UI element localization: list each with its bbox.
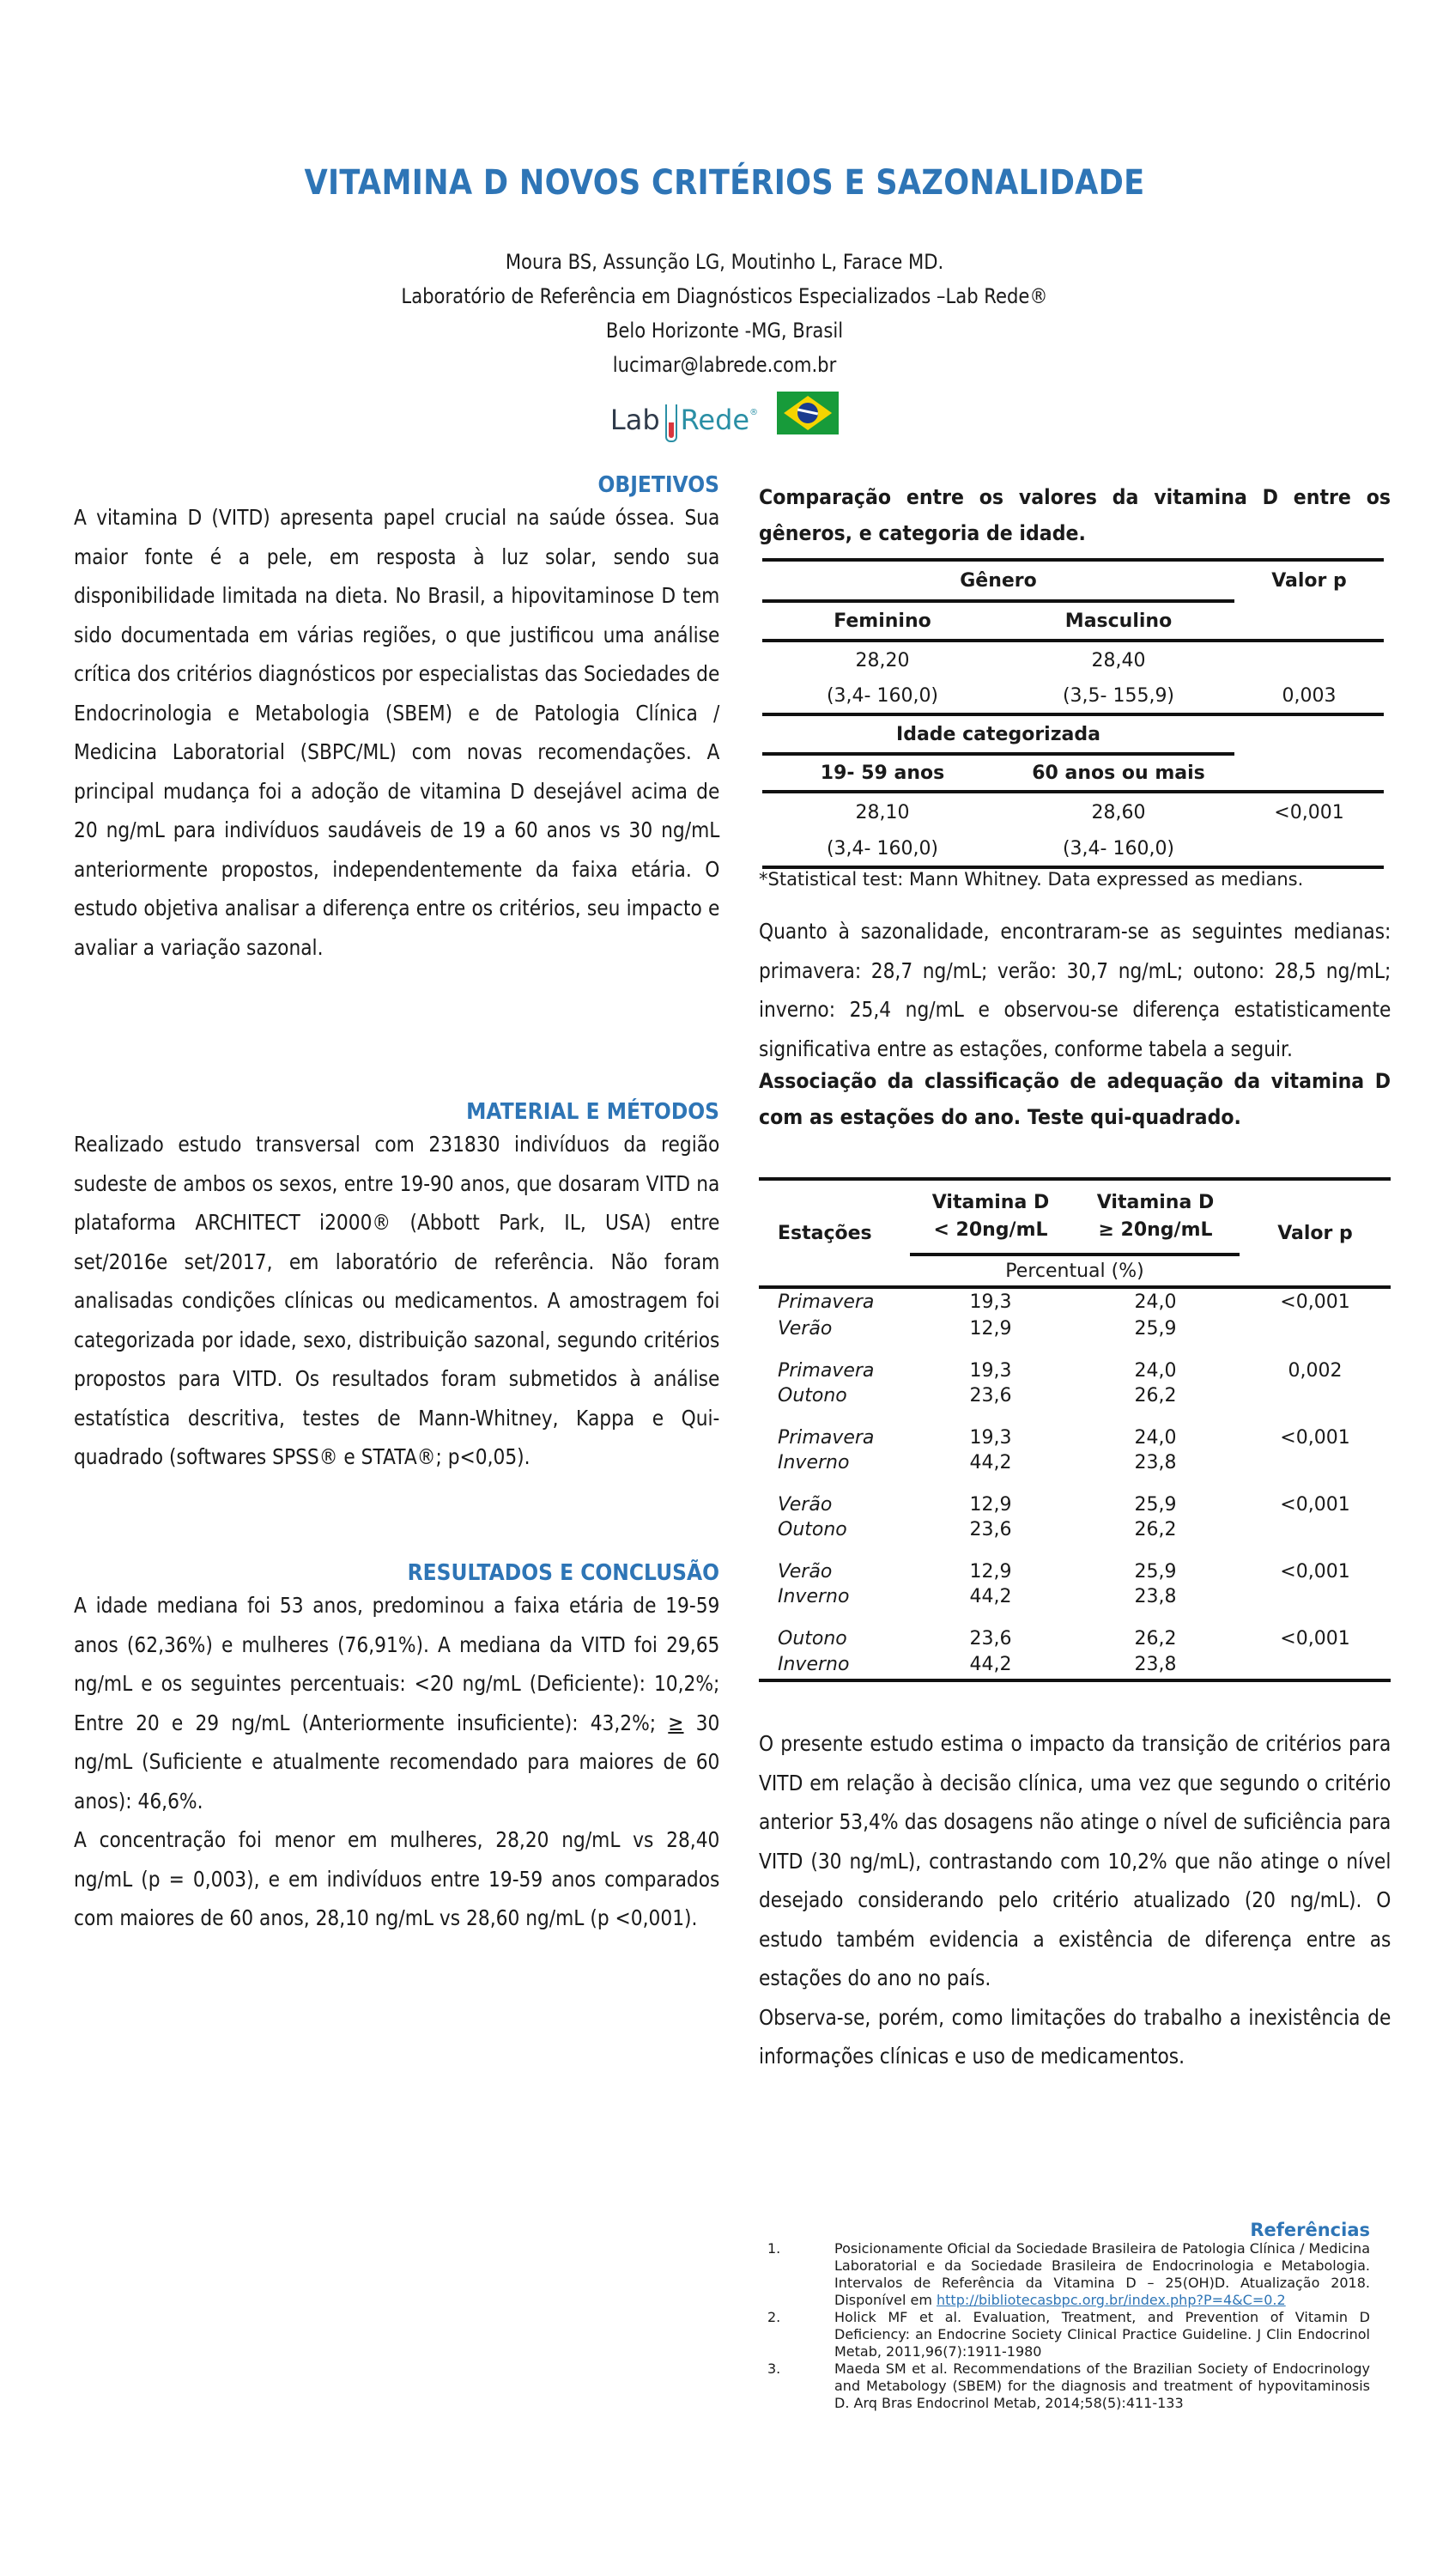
labrede-logo: [610, 391, 758, 435]
objetivos-heading: OBJETIVOS: [597, 472, 719, 498]
material-heading: MATERIAL E MÉTODOS: [466, 1099, 719, 1125]
cell-p: <0,001: [1280, 1427, 1350, 1449]
season-rows: Primavera 19,3 24,0 <0,001 Verão 12,9 25,9 Primavera 19,3 24,0 0,002 Outono 23,6 26,2 Primavera 19,3 24,0 <0,001 Inverno 44,2 23,8 Verão 12,9 25,9 <0,001 Outono 23,6 26,2 Verão 12,9 25,9 <0,001 Inverno 44,2 23,8 Outono 23,6 26,2 <0,001 Inverno 44,2 23,8: [759, 1287, 1391, 1680]
section-conclusao: [759, 1724, 1391, 2076]
table1-caption: Comparação entre os valores da vitamina D entre os gêneros, e categoria de idade.: [759, 485, 1391, 545]
conclusao-text-2: Observa-se, porém, como limitações do trabalho a inexistência de informações clínicas e uso de medicamentos.: [759, 2004, 1391, 2069]
th-estacoes: Estações: [778, 1222, 872, 1244]
cell: 28,60: [1091, 801, 1146, 823]
table2-caption: Associação da classificação de adequação da vitamina D com as estações do ano. Teste qui-quadrado.: [759, 1069, 1391, 1129]
section-objetivos: [74, 472, 719, 967]
logo-rede-text: Rede: [680, 404, 750, 436]
th-valor-p: Valor p: [1271, 570, 1347, 592]
material-text: Realizado estudo transversal com 231830 indivíduos da região sudeste de ambos os sexos, entre 19-90 anos, que dosaram VITD na plataforma ARCHITECT i2000® (Abbott Park, IL, USA) entre set/2016e set/2017, em laboratório de referência. Não foram analisadas condições clínicas ou medicamentos. A amostragem foi categorizada por idade, sexo, distribuição sazonal, segundo critérios propostos para VITD. Os resultados foram submetidos à análise estatística descritiva, testes de Mann-Whitney, Kappa e Qui-quadrado (softwares SPSS® e STATA®; p<0,05).: [74, 1132, 720, 1469]
references: [759, 2220, 1370, 2412]
section-sazonalidade: [759, 912, 1391, 1135]
section-material: [74, 1099, 719, 1477]
cell: 28,40: [1091, 649, 1146, 671]
ge-symbol: ≥: [668, 1710, 684, 1735]
cell-p: 0,003: [1282, 684, 1337, 707]
th-19-59: 19- 59 anos: [820, 762, 945, 784]
sazonalidade-text: Quanto à sazonalidade, encontraram-se as seguintes medianas: primavera: 28,7 ng/mL; verão: 30,7 ng/mL; outono: 28,5 ng/mL; inverno: 25,4 ng/mL e observou-se diferença estatisticamente significativa entre as estações, conforme tabela a seguir.: [759, 919, 1391, 1061]
th-valor-p: Valor p: [1277, 1222, 1353, 1244]
th-vitd-high: Vitamina D ≥ 20ng/mL: [1071, 1179, 1240, 1255]
th-60-mais: 60 anos ou mais: [1032, 762, 1205, 784]
logo-lab-text: Lab: [609, 404, 660, 436]
conclusao-text-1: O presente estudo estima o impacto da transição de critérios para VITD em relação à decisão clínica, uma vez que segundo o critério anterior 53,4% das dosagens não atinge o nível de suficiência para VITD (30 ng/mL), contrastando com 10,2% que não atinge o nível desejado considerando pelo critério atualizado (20 ng/mL). O estudo também evidencia a existência de diferença entre as estações do ano no país.: [759, 1731, 1391, 1990]
reference-link[interactable]: http://bibliotecasbpc.org.br/index.php?P=4&C=0.2: [937, 2292, 1286, 2308]
th-feminino: Feminino: [834, 610, 931, 632]
th-vitd-low: Vitamina D < 20ng/mL: [910, 1179, 1071, 1255]
cell-p: <0,001: [1280, 1628, 1350, 1649]
author-block: [0, 245, 1449, 382]
cell-p: <0,001: [1280, 1291, 1350, 1313]
cell-p: 0,002: [1288, 1360, 1343, 1382]
references-heading: Referências: [1250, 2220, 1370, 2240]
table1-footnote: *Statistical test: Mann Whitney. Data expressed as medians.: [759, 869, 1304, 890]
cell: 28,20: [855, 649, 910, 671]
section-resultados: [74, 1560, 719, 1938]
reference-item: 3. Maeda SM et al. Recommendations of the Brazilian Society of Endocrinology and Metabology (SBEM) for the diagnosis and treatment of hypovitaminosis D. Arq Bras Endocrinol Metab, 2014;58(5):411-133: [767, 2360, 1370, 2411]
th-genero: Gênero: [762, 560, 1234, 601]
objetivos-text: A vitamina D (VITD) apresenta papel crucial na saúde óssea. Sua maior fonte é a pele, em resposta à luz solar, sendo sua disponibilidade limitada na dieta. No Brasil, a hipovitaminose D tem sido documentada em várias regiões, o que justificou uma análise crítica dos critérios diagnósticos por especialistas das Sociedades de Endocrinologia e Metabologia (SBEM) e de Patologia Clínica / Medicina Laboratorial (SBPC/ML) com novas recomendações. A principal mudança foi a adoção de vitamina D desejável acima de 20 ng/mL para indivíduos saudáveis de 19 a 60 anos vs 30 ng/mL anteriormente propostos, independentemente da faixa etária. O estudo objetiva analisar a diferença entre os critérios, seu impacto e avaliar a variação sazonal.: [74, 505, 720, 960]
th-masculino: Masculino: [1064, 610, 1173, 632]
affiliation: Laboratório de Referência em Diagnósticos Especializados –Lab Rede®: [401, 284, 1048, 308]
th-percentual: Percentual (%): [1005, 1260, 1144, 1282]
poster-title: VITAMINA D NOVOS CRITÉRIOS E SAZONALIDADE: [304, 163, 1145, 203]
th-idade: Idade categorizada: [762, 714, 1234, 754]
location: Belo Horizonte -MG, Brasil: [605, 319, 844, 343]
cell-p: <0,001: [1274, 801, 1344, 823]
cell: (3,4- 160,0): [826, 837, 939, 860]
resultados-text-1: A idade mediana foi 53 anos, predominou a faixa etária de 19-59 anos (62,36%) e mulheres (76,91%). A mediana da VITD foi 29,65 ng/mL e os seguintes percentuais: <20 ng/mL (Deficiente): 10,2%; Entre 20 e 29 ng/mL (Anteriormente insuficiente): 43,2%; ≥ 30 ng/mL (Suficiente e atualmente recomendado para maiores de 60 anos): 46,6%.: [74, 1593, 720, 1814]
table-gender-age: [762, 558, 1384, 869]
reference-item: 2. Holick MF et al. Evaluation, Treatment, and Prevention of Vitamin D Deficiency: an Endocrine Society Clinical Practice Guideline. J Clin Endocrinol Metab, 2011,96(7):1911-1980: [767, 2309, 1370, 2360]
cell: (3,4- 160,0): [826, 684, 939, 707]
cell-p: <0,001: [1280, 1494, 1350, 1516]
email-link[interactable]: lucimar@labrede.com.br: [612, 353, 837, 377]
cell: 28,10: [855, 801, 910, 823]
reference-item: 1. Posicionamente Oficial da Sociedade Brasileira de Patologia Clínica / Medicina Laboratorial e da Sociedade Brasileira de Endocrinologia e Metabologia. Intervalos de Referência da Vitamina D – 25(OH)D. Atualização 2018. Disponível em http://bibliotecasbpc.org.br/index.php?P=4&C=0.2: [767, 2240, 1370, 2308]
resultados-heading: RESULTADOS E CONCLUSÃO: [407, 1560, 719, 1586]
cell: (3,5- 155,9): [1062, 684, 1175, 707]
authors: Moura BS, Assunção LG, Moutinho L, Farace MD.: [505, 250, 944, 274]
cell-p: <0,001: [1280, 1561, 1350, 1583]
test-tube-icon: [665, 404, 677, 442]
cell: (3,4- 160,0): [1062, 837, 1175, 860]
table1-caption-block: [759, 479, 1391, 551]
brazil-flag-icon: [777, 392, 839, 434]
table-seasons: [759, 1177, 1391, 1682]
registered-mark: ®: [749, 408, 759, 417]
logo-row: [0, 391, 1449, 435]
resultados-text-2: A concentração foi menor em mulheres, 28,20 ng/mL vs 28,40 ng/mL (p = 0,003), e em indivíduos entre 19-59 anos comparados com maiores de 60 anos, 28,10 ng/mL vs 28,60 ng/mL (p <0,001).: [74, 1827, 720, 1930]
